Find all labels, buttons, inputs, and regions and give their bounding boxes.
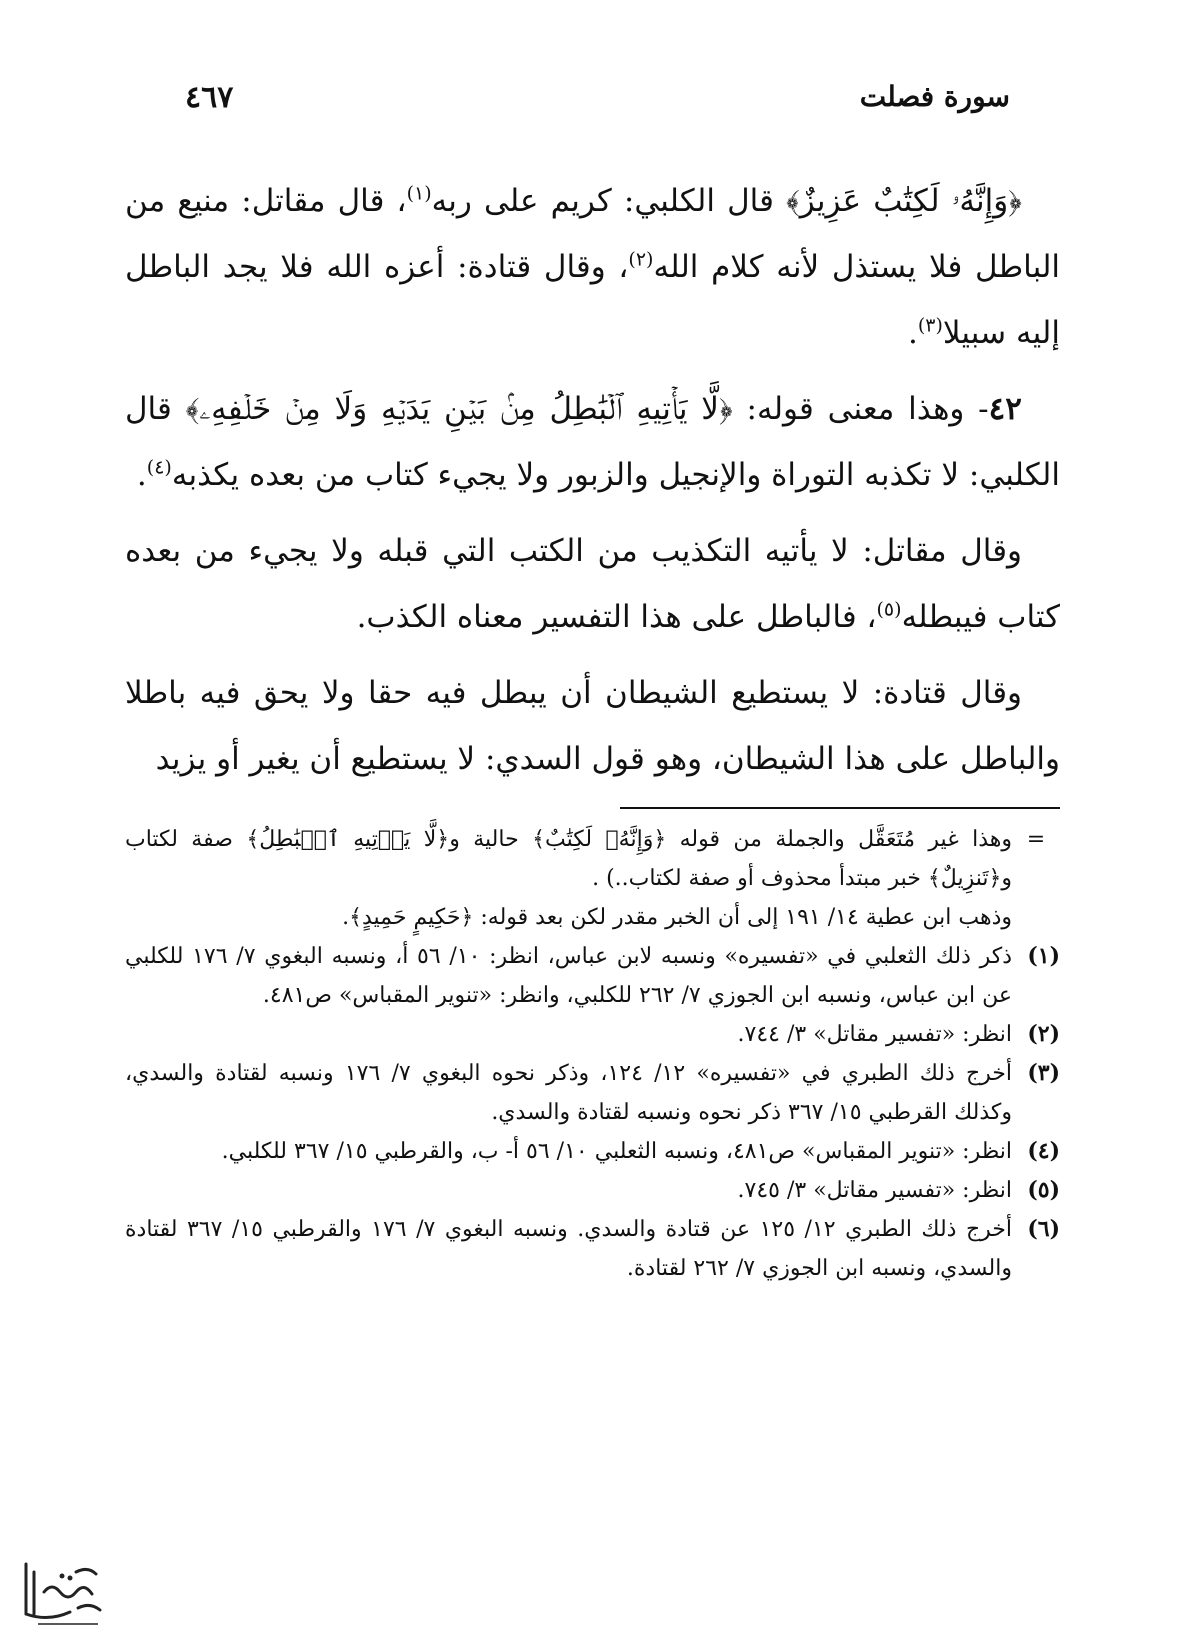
footnote-ref-1[interactable]: (١): [406, 182, 432, 205]
footnote-ref-4[interactable]: (٤): [146, 456, 172, 479]
text: قال الكلبي: كريم على ربه: [431, 183, 787, 219]
footnote-text: ذكر ذلك الثعلبي في «تفسيره» ونسبه لابن عباس، انظر: ١٠/ ٥٦ أ، ونسبه البغوي ٧/ ١٧٦ للكلبي عن ابن عباس، ونسبه ابن الجوزي ٧/ ٢٦٢ للكلبي، وانظر: «تنوير المقباس» ص٤٨١.: [125, 944, 1012, 1008]
footnote-continuation: [125, 820, 1060, 898]
footnote-separator: [620, 807, 1060, 809]
footnote-continuation-2: [125, 898, 1060, 937]
text: - وهذا معنى قوله:: [732, 391, 989, 427]
footnote-3: [125, 1054, 1060, 1132]
footnote-ref-5[interactable]: (٥): [876, 598, 902, 621]
text: .: [908, 315, 918, 351]
verse-number: ٤٢: [988, 391, 1022, 427]
text: خبر مبتدأ محذوف أو صفة لكتاب..) .: [592, 866, 928, 891]
text: صفة لكتاب و: [125, 827, 1012, 891]
footnote-2: [125, 1015, 1060, 1054]
footnote-text: انظر: «تفسير مقاتل» ٣/ ٧٤٤.: [737, 1022, 1012, 1047]
continuation-mark: =: [1026, 827, 1046, 852]
footnote-text: انظر: «تنوير المقباس» ص٤٨١، ونسبه الثعلبي ١٠/ ٥٦ أ- ب، والقرطبي ١٥/ ٣٦٧ للكلبي.: [221, 1139, 1012, 1164]
text: وقال قتادة: لا يستطيع الشيطان أن يبطل فيه حقا ولا يحق فيه باطلا والباطل على هذا الشيطان، وهو قول السدي: لا يستطيع أن يغير أو يزيد: [125, 675, 1060, 777]
footnote-mark: (٦): [1027, 1216, 1061, 1242]
text: .: [136, 457, 147, 493]
page-number: ٤٦٧: [185, 80, 234, 115]
text: وذهب ابن عطية ١٤/ ١٩١ إلى أن الخبر مقدر لكن بعد قوله:: [473, 905, 1012, 930]
quran-verse: ﴿لَّا يَأۡتِيهِ ٱلۡبَٰطِلُ﴾: [246, 827, 450, 852]
text: وقال مقاتل: لا يأتيه التكذيب من الكتب التي قبله ولا يجيء من بعده كتاب فيبطله: [125, 533, 1060, 635]
text: وهذا غير مُتَعَقَّل والجملة من قوله: [666, 827, 1012, 852]
text: قال الكلبي: لا تكذبه التوراة والإنجيل والزبور ولا يجيء كتاب من بعده يكذبه: [125, 391, 1060, 493]
text: .: [342, 905, 350, 930]
text: ، فالباطل على هذا التفسير معناه الكذب.: [356, 599, 877, 635]
quran-verse: ﴿وَإِنَّهُۥ لَكِتَٰبٌ﴾: [532, 827, 667, 852]
quran-verse: ﴿لَّا يَأۡتِيهِ ٱلۡبَٰطِلُ مِنۢ بَيۡنِ يَدَيۡهِ وَلَا مِنۡ خَلۡفِهِۦ﴾: [185, 391, 733, 427]
quran-verse: ﴿وَإِنَّهُۥ لَكِتَٰبٌ عَزِيزٌ﴾: [786, 183, 1022, 219]
footnotes: [125, 820, 1060, 1288]
footnote-4: [125, 1132, 1060, 1171]
paragraph-3: [125, 518, 1060, 650]
paragraph-2: [125, 376, 1060, 508]
footnote-text: أخرج ذلك الطبري ١٢/ ١٢٥ عن قتادة والسدي. ونسبه البغوي ٧/ ١٧٦ والقرطبي ١٥/ ٣٦٧ لقتادة والسدي، ونسبه ابن الجوزي ٧/ ٢٦٢ لقتادة.: [125, 1217, 1013, 1281]
footnote-ref-2[interactable]: (٢): [628, 248, 654, 271]
text: ، قال مقاتل: منيع من الباطل فلا يستذل لأنه كلام الله: [125, 183, 1061, 285]
footnote-mark: (٢): [1027, 1021, 1060, 1047]
footnote-text: انظر: «تفسير مقاتل» ٣/ ٧٤٥.: [737, 1178, 1012, 1203]
footnote-text: أخرج ذلك الطبري في «تفسيره» ١٢/ ١٢٤، وذكر نحوه البغوي ٧/ ١٧٦ ونسبه لقتادة والسدي، وكذلك القرطبي ١٥/ ٣٦٧ ذكر نحوه ونسبه لقتادة والسدي.: [125, 1061, 1013, 1125]
footnote-6: [125, 1210, 1060, 1288]
quran-verse: ﴿حَكِيمٍ حَمِيدٍ﴾: [349, 905, 474, 930]
quran-verse: ﴿تَنزِيلٌ﴾: [927, 866, 1002, 891]
paragraph-1: [125, 168, 1060, 366]
footnote-ref-3[interactable]: (٣): [917, 314, 943, 337]
footnote-mark: (١): [1027, 943, 1060, 969]
page-header: [175, 80, 1010, 130]
surah-title: سورة فصلت: [859, 80, 1010, 113]
main-text: [125, 168, 1060, 802]
footnote-5: [125, 1171, 1060, 1210]
paragraph-4: [125, 660, 1060, 792]
text: ، وقال قتادة: أعزه الله فلا يجد الباطل إليه سبيلا: [125, 249, 1060, 351]
footnote-mark: (٥): [1027, 1177, 1060, 1203]
footnote-mark: (٣): [1027, 1060, 1061, 1086]
footnote-mark: (٤): [1027, 1138, 1060, 1164]
text: حالية و: [449, 827, 533, 852]
calligraphy-logo-icon: [18, 1552, 108, 1632]
footnote-1: [125, 937, 1060, 1015]
